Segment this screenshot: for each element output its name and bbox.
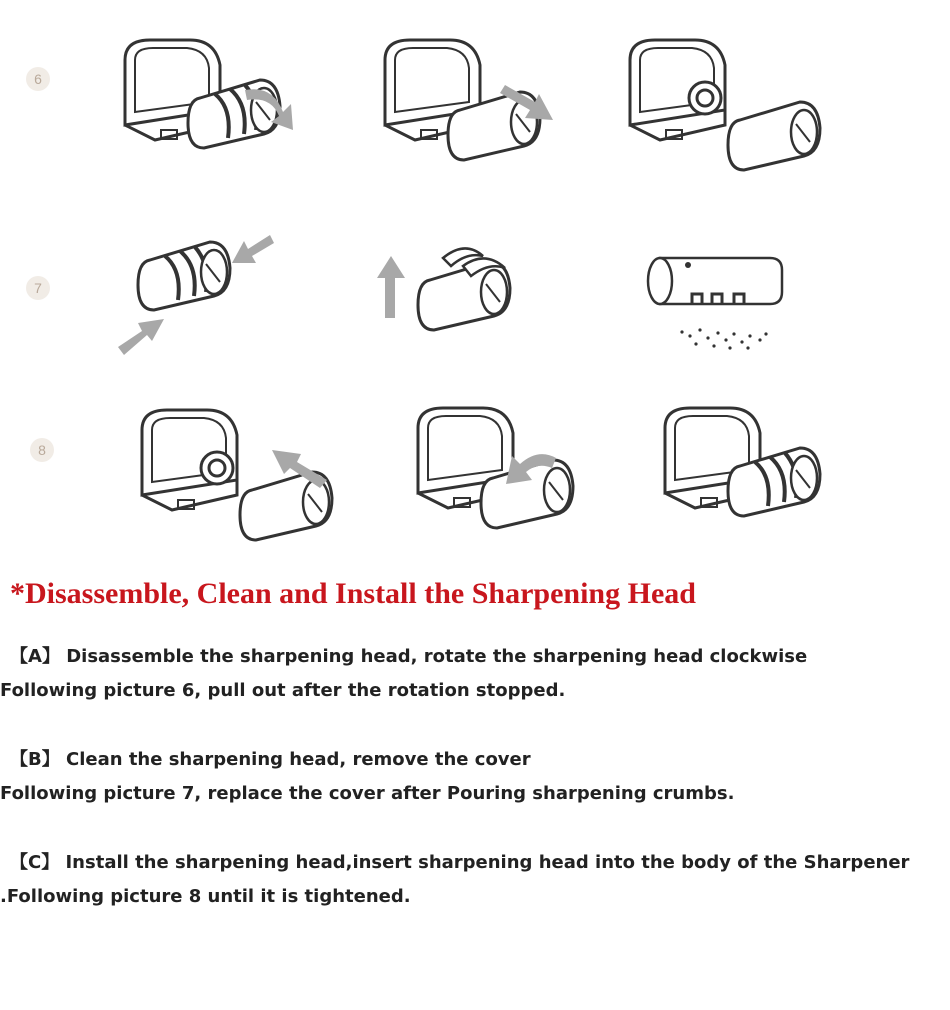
instruction-a-label: A (28, 646, 42, 667)
pour-crumbs-icon (630, 240, 860, 390)
instruction-b (0, 743, 950, 811)
instruction-c-line1: 【C】 Install the sharpening head,insert sharpening head into the body of the Sharpener (10, 852, 910, 873)
instruction-a (0, 640, 950, 708)
section-heading: *Disassemble, Clean and Install the Sharpening Head (10, 577, 696, 610)
instruction-a-line1: 【A】 Disassemble the sharpening head, rotate the sharpening head clockwise (10, 646, 808, 667)
sharpener-head-pull-out-icon (355, 30, 585, 180)
sharpener-head-detached-icon (600, 30, 830, 180)
head-rotate-tighten-icon (388, 398, 618, 548)
head-insert-icon (112, 400, 342, 550)
instruction-a-line2: Following picture 6, pull out after the rotation stopped. (0, 680, 566, 701)
instruction-a-text: Disassemble the sharpening head, rotate the sharpening head clockwise (59, 646, 808, 667)
instruction-b-text: Clean the sharpening head, remove the cover (59, 749, 531, 770)
instruction-c-line2: .Following picture 8 until it is tightened. (0, 886, 411, 907)
head-cover-remove-icon (100, 215, 330, 365)
sharpener-head-rotate-icon (95, 30, 325, 180)
instruction-b-line1: 【B】 Clean the sharpening head, remove the cover (10, 749, 531, 770)
step-6-number: 6 (26, 67, 50, 91)
step-8-number: 8 (30, 438, 54, 462)
instruction-c-label: C (28, 852, 42, 873)
instruction-c-text: Install the sharpening head,insert sharpening head into the body of the Sharpener (59, 852, 910, 873)
instruction-c (0, 846, 950, 914)
instruction-b-line2: Following picture 7, replace the cover after Pouring sharpening crumbs. (0, 783, 735, 804)
head-cover-lift-icon (365, 220, 595, 370)
instruction-b-label: B (28, 749, 42, 770)
head-installed-icon (635, 398, 865, 548)
step-7-number: 7 (26, 276, 50, 300)
